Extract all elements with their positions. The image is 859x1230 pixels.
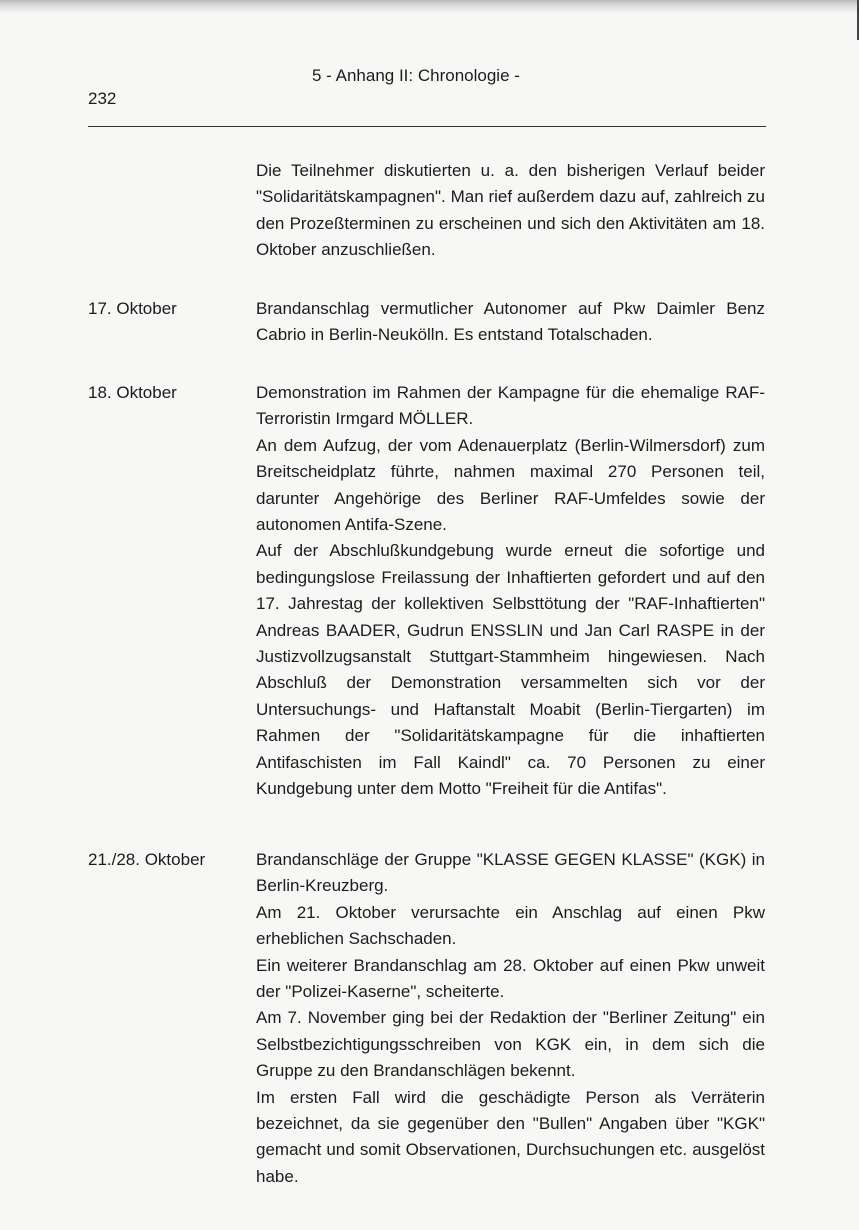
- entry-text: [256, 296, 765, 349]
- entry-date: 21./28. Oktober: [88, 850, 206, 869]
- entry-paragraph: Demonstration im Rahmen der Kampagne für die ehemalige RAF-Terroristin Irmgard MÖLLER.: [256, 383, 765, 429]
- entry-text: [256, 158, 765, 264]
- entry-text: [256, 380, 765, 803]
- header-rule: [88, 126, 766, 127]
- entry-date: 17. Oktober: [88, 299, 177, 318]
- entry-text: [256, 847, 765, 1190]
- entry-paragraph: Am 21. Oktober verursachte ein Anschlag auf einen Pkw erheblichen Sachschaden.: [256, 902, 765, 949]
- entry-paragraph: An dem Aufzug, der vom Adenauerplatz (Berlin-Wilmersdorf) zum Breitscheidplatz führte, nahmen maximal 270 Personen teil, darunter Angehörige des Berliner RAF-Umfeldes sowie der autonomen Antifa-Szene.: [256, 435, 765, 535]
- running-head: 5 - Anhang II: Chronologie -: [312, 66, 520, 85]
- page-number: 232: [88, 89, 117, 108]
- entry-paragraph: Im ersten Fall wird die geschädigte Person als Verräterin bezeichnet, da sie gegenüber den "Bullen" Angaben über "KGK" gemacht und somit Observationen, Durchsuchungen etc. ausgelöst habe.: [256, 1087, 765, 1186]
- entry-date: 18. Oktober: [88, 383, 177, 402]
- entry-paragraph: Brandanschläge der Gruppe "KLASSE GEGEN KLASSE" (KGK) in Berlin-Kreuzberg.: [256, 850, 765, 896]
- entry-paragraph: Die Teilnehmer diskutierten u. a. den bisherigen Verlauf beider "Solidaritätskampagnen". Man rief außerdem dazu auf, zahlreich zu den Prozeßterminen zu erscheinen und sich den Aktivitäten am 18. Oktober anzuschließen.: [256, 161, 765, 260]
- entry-paragraph: Ein weiterer Brandanschlag am 28. Oktober auf einen Pkw unweit der "Polizei-Kaserne", scheiterte.: [256, 955, 765, 1002]
- entry-paragraph: Am 7. November ging bei der Redaktion der "Berliner Zeitung" ein Selbstbezichtigungsschreiben von KGK ein, in dem sich die Gruppe zu den Brandanschlägen bekennt.: [256, 1008, 765, 1081]
- scan-top-shadow: [0, 0, 859, 14]
- entry-paragraph: Auf der Abschlußkundgebung wurde erneut die sofortige und bedingungslose Freilassung der Inhaftierten gefordert und auf den 17. Jahrestag der kollektiven Selbsttötung der "RAF-Inhaftierten" Andreas BAADER, Gudrun ENSSLIN und Jan Carl RASPE in der Justizvollzugsanstalt Stuttgart-Stammheim hingewiesen. Nach Abschluß der Demonstration versammelten sich vor der Untersuchungs- und Haftanstalt Moabit (Berlin-Tiergarten) im Rahmen der "Solidaritätskampagne für die inhaftierten Antifaschisten im Fall Kaindl" ca. 70 Personen zu einer Kundgebung unter dem Motto "Freiheit für die Antifas".: [256, 541, 765, 799]
- entry-paragraph: Brandanschlag vermutlicher Autonomer auf Pkw Daimler Benz Cabrio in Berlin-Neukölln. Es entstand Totalschaden.: [256, 299, 765, 345]
